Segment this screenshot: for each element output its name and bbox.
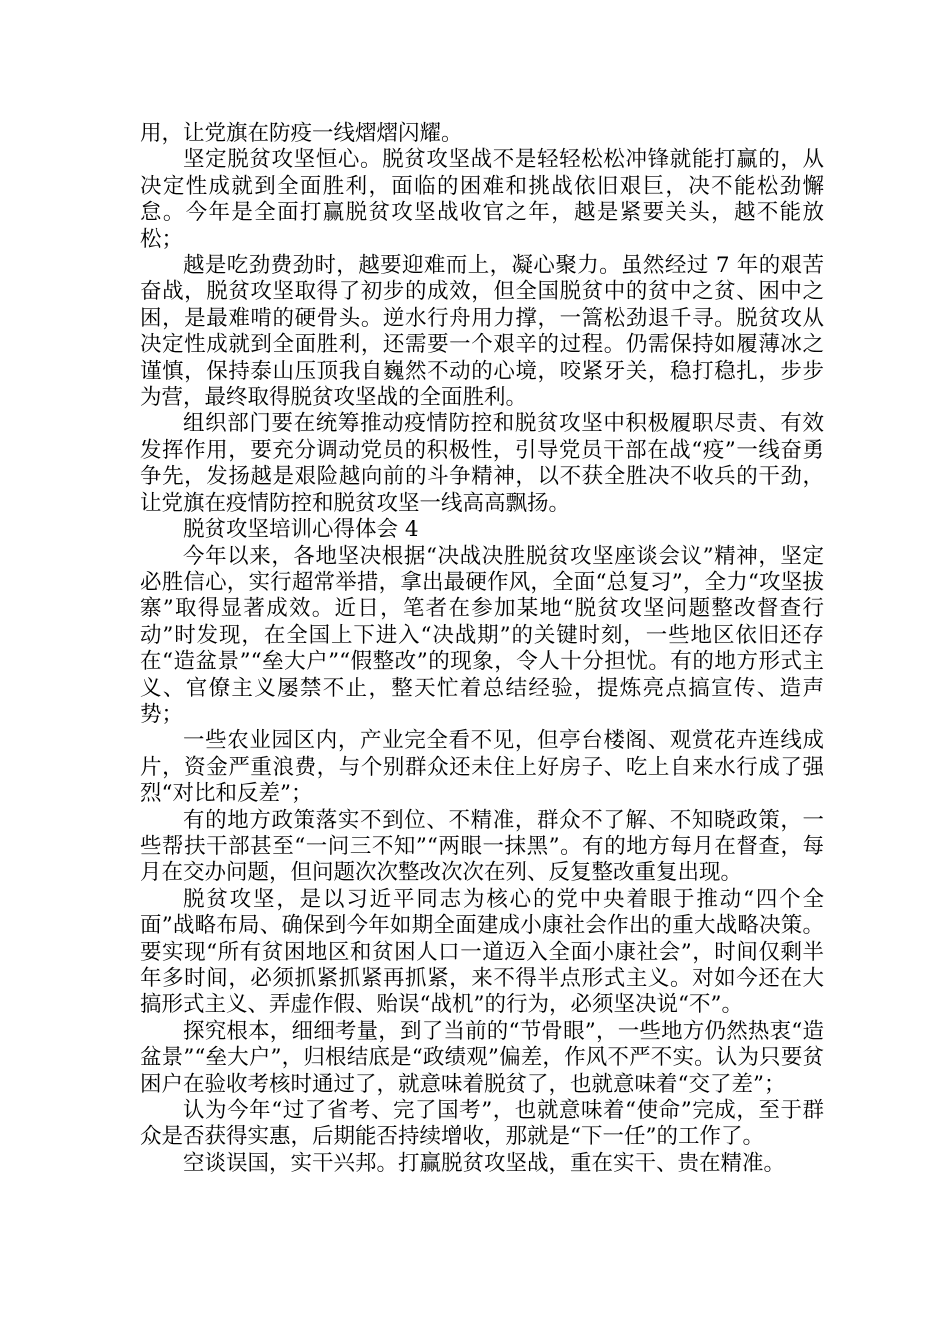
paragraph-6: 今年以来，各地坚决根据“决战决胜脱贫攻坚座谈会议”精神，坚定必胜信心，实行超常举措，拿出最硬作风，全面“总复习”，全力“攻坚拔寨”取得显著成效。近日，笔者在参加某地“脱贫攻坚问题整改督查行动”时发现，在全国上下进入“决战期”的关键时刻，一些地区依旧还存在“造盆景”“垒大户”“假整改”的现象，令人十分担忧。有的地方形式主义、官僚主义屡禁不止，整天忙着总结经验，提炼亮点搞宣传、造声势；	[140, 543, 824, 727]
paragraph-3: 越是吃劲费劲时，越要迎难而上，凝心聚力。虽然经过 7 年的艰苦奋战，脱贫攻坚取得了初步的成效，但全国脱贫中的贫中之贫、困中之困，是最难啃的硬骨头。逆水行舟用力撑，一篙松劲退千寻。脱贫攻从决定性成就到全面胜利，还需要一个艰辛的过程。仍需保持如履薄冰之谨慎，保持泰山压顶我自巍然不动的心境，咬紧牙关，稳打稳扎，步步为营，最终取得脱贫攻坚战的全面胜利。	[140, 253, 824, 411]
paragraph-9: 脱贫攻坚，是以习近平同志为核心的党中央着眼于推动“四个全面”战略布局、确保到今年如期全面建成小康社会作出的重大战略决策。要实现“所有贫困地区和贫困人口一道迈入全面小康社会”，时间仅剩半年多时间，必须抓紧抓紧再抓紧，来不得半点形式主义。对如今还在大搞形式主义、弄虚作假、贻误“战机”的行为，必须坚决说“不”。	[140, 886, 824, 1018]
paragraph-12: 空谈误国，实干兴邦。打赢脱贫攻坚战，重在实干、贵在精准。	[183, 1150, 786, 1176]
section-heading: 脱贫攻坚培训心得体会 4	[183, 517, 419, 543]
paragraph-7: 一些农业园区内，产业完全看不见，但亭台楼阁、观赏花卉连线成片，资金严重浪费，与个别群众还未住上好房子、吃上自来水行成了强烈“对比和反差”；	[140, 728, 824, 807]
document-body	[140, 121, 824, 1177]
paragraph-11: 认为今年“过了省考、完了国考”，也就意味着“使命”完成，至于群众是否获得实惠，后期能否持续增收，那就是“下一任”的工作了。	[140, 1098, 824, 1150]
paragraph-2: 坚定脱贫攻坚恒心。脱贫攻坚战不是轻轻松松冲锋就能打赢的，从决定性成就到全面胜利，面临的困难和挑战依旧艰巨，决不能松劲懈怠。今年是全面打赢脱贫攻坚战收官之年，越是紧要关头，越不能放松；	[140, 147, 824, 252]
paragraph-10: 探究根本，细细考量，到了当前的“节骨眼”，一些地方仍然热衷“造盆景”“垒大户”，归根结底是“政绩观”偏差，作风不严不实。认为只要贫困户在验收考核时通过了，就意味着脱贫了，也就意味着“交了差”；	[140, 1018, 824, 1097]
paragraph-4: 组织部门要在统筹推动疫情防控和脱贫攻坚中积极履职尽责、有效发挥作用，要充分调动党员的积极性，引导党员干部在战“疫”一线奋勇争先，发扬越是艰险越向前的斗争精神，以不获全胜决不收兵的干劲，让党旗在疫情防控和脱贫攻坚一线高高飘扬。	[140, 411, 824, 516]
paragraph-1: 用，让党旗在防疫一线熠熠闪耀。	[140, 121, 463, 146]
paragraph-8: 有的地方政策落实不到位、不精准，群众不了解、不知晓政策，一些帮扶干部甚至“一问三不知”“两眼一抹黑”。有的地方每月在督查，每月在交办问题，但问题次次整改次次在列、反复整改重复出现。	[140, 807, 824, 886]
